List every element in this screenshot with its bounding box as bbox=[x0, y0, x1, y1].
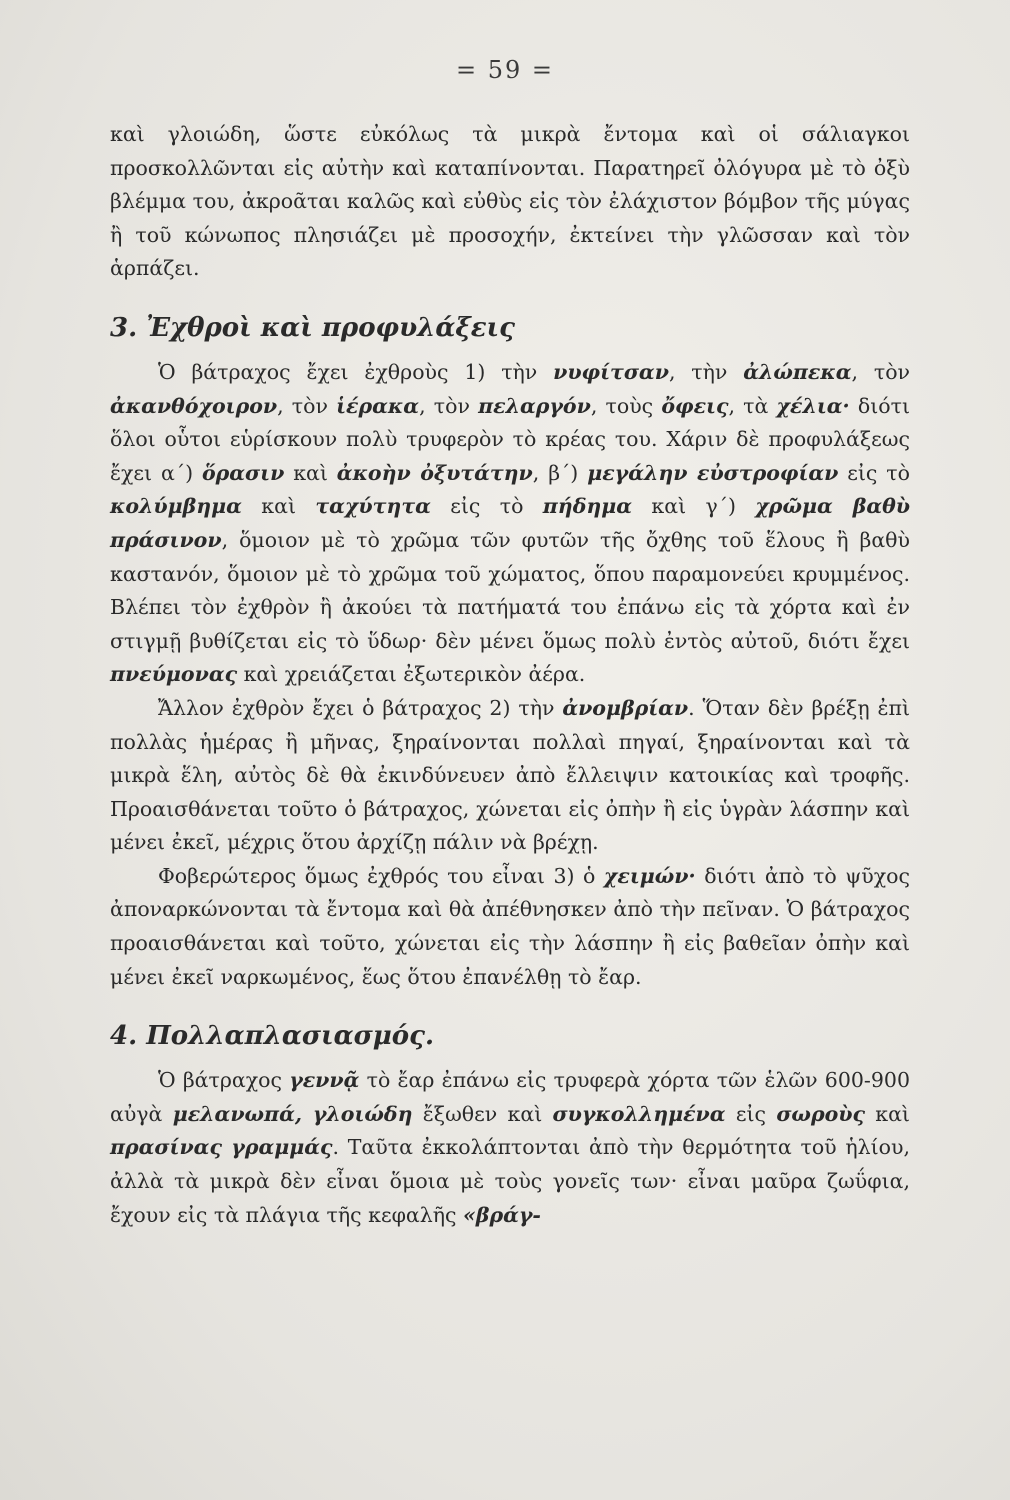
emphasis-run: σωροὺς bbox=[776, 1101, 865, 1126]
text-run: τὸ ἔαρ ἐπάνω εἰς τρυφερὰ χόρτα τῶν ἑλῶν 600-900 αὐγὰ bbox=[110, 1068, 910, 1126]
text-run: , τὰ bbox=[728, 393, 777, 418]
emphasis-run: ἀκανθόχοιρον bbox=[110, 393, 278, 418]
emphasis-run: ταχύτητα bbox=[315, 494, 431, 519]
emphasis-run: νυφίτσαν bbox=[553, 359, 669, 384]
section-3-paragraph-3 bbox=[110, 860, 910, 994]
emphasis-run: συγκολλημένα bbox=[552, 1101, 726, 1126]
emphasis-run: γεννᾷ bbox=[289, 1068, 360, 1093]
text-run: εἰς τὸ bbox=[838, 460, 910, 485]
emphasis-run: ἀνομβρίαν bbox=[562, 695, 689, 720]
text-run: , τὸν bbox=[277, 393, 337, 418]
text-run: Φοβερώτερος ὅμως ἐχθρός του εἶναι 3) ὁ bbox=[158, 863, 604, 888]
section-4-heading: 4. Πολλαπλασιασμός. bbox=[110, 1021, 435, 1052]
emphasis-run: «βράγ- bbox=[463, 1202, 541, 1227]
emphasis-run: πνεύμονας bbox=[110, 662, 238, 687]
text-run: Ὁ βάτραχος ἔχει ἐχθροὺς 1) τὴν bbox=[158, 359, 554, 384]
text-run: διότι ὅλοι οὗτοι εὑρίσκουν πολὺ τρυφερὸν τὸ κρέας του. Χάριν δὲ προφυλάξεως ἔχει α΄) bbox=[110, 393, 910, 485]
text-run: , τὴν bbox=[668, 359, 744, 384]
text-run: Ὁ βάτραχος bbox=[158, 1068, 290, 1093]
emphasis-run: χέλια· bbox=[776, 393, 850, 418]
section-3-heading: 3. Ἐχθροὶ καὶ προφυλάξεις bbox=[110, 312, 515, 343]
emphasis-run: κολύμβημα bbox=[110, 494, 242, 519]
text-run: ἔξωθεν καὶ bbox=[412, 1101, 553, 1126]
text-run: καὶ bbox=[284, 460, 337, 485]
text-run: Ἄλλον ἐχθρὸν ἔχει ὁ βάτραχος 2) τὴν bbox=[158, 695, 563, 720]
section-3-paragraph-1 bbox=[110, 356, 910, 692]
emphasis-run: ἀλώπεκα bbox=[743, 359, 852, 384]
page-number: = 59 = bbox=[455, 56, 554, 84]
emphasis-run: μελανωπά, γλοιώδη bbox=[172, 1101, 413, 1126]
text-run: καὶ γ΄) bbox=[632, 494, 756, 519]
text-run: καὶ bbox=[241, 494, 316, 519]
page-body bbox=[110, 118, 910, 1232]
text-run: . Ταῦτα ἐκκολάπτονται ἀπὸ τὴν θερμότητα τοῦ ἡλίου, ἀλλὰ τὰ μικρὰ δὲν εἶναι ὅμοια μὲ τοὺς γονεῖς των· εἶναι μαῦρα ζωΰφια, ἔχουν εἰς τὰ πλάγια τῆς κεφαλῆς bbox=[110, 1135, 910, 1227]
section-3-paragraph-2 bbox=[110, 692, 910, 860]
emphasis-run: πήδημα bbox=[542, 494, 633, 519]
intro-paragraph: καὶ γλοιώδη, ὥστε εὐκόλως τὰ μικρὰ ἔντομα καὶ οἱ σάλιαγκοι προσκολλῶνται εἰς αὐτὴν καὶ καταπίνονται. Παρατηρεῖ ὀλόγυρα μὲ τὸ ὀξὺ βλέμμα του, ἀκροᾶται καλῶς καὶ εὐθὺς εἰς τὸν ἐλάχιστον βόμβον τῆς μύγας ἢ τοῦ κώνωπος πλησιάζει μὲ προσοχήν, ἐκτείνει τὴν γλῶσσαν καὶ τὸν ἁρπάζει. bbox=[110, 122, 910, 281]
emphasis-run: ἱέρακα bbox=[336, 393, 420, 418]
text-run: διότι ἀπὸ τὸ ψῦχος ἀποναρκώνονται τὰ ἔντομα καὶ θὰ ἀπέθνησκεν ἀπὸ τὴν πεῖναν. Ὁ βάτραχος προαισθάνεται καὶ τοῦτο, χώνεται εἰς τὴν λάσπην ἢ εἰς βαθεῖαν ὀπὴν καὶ μένει ἐκεῖ ναρκωμένος, ἕως ὅτου ἐπανέλθῃ τὸ ἔαρ. bbox=[110, 863, 910, 989]
text-run: , τοὺς bbox=[590, 393, 662, 418]
emphasis-run: ὅρασιν bbox=[201, 460, 285, 485]
section-4-paragraph-1 bbox=[110, 1064, 910, 1232]
emphasis-run: πελαργόν bbox=[478, 393, 591, 418]
emphasis-run: πρασίνας γραμμάς bbox=[110, 1135, 333, 1160]
text-run: . Ὅταν δὲν βρέξῃ ἐπὶ πολλὰς ἡμέρας ἢ μῆνας, ξηραίνονται πολλαὶ πηγαί, ξηραίνονται καὶ τὰ μικρὰ ἕλη, αὐτὸς δὲ θὰ ἐκινδύνευεν ἀπὸ ἔλλειψιν κατοικίας καὶ τροφῆς. Προαισθάνεται τοῦτο ὁ βάτραχος, χώνεται εἰς ὀπὴν ἢ εἰς ὑγρὰν λάσπην καὶ μένει ἐκεῖ, μέχρις ὅτου ἀρχίζῃ πάλιν νὰ βρέχῃ. bbox=[110, 695, 910, 855]
text-run: , ὅμοιον μὲ τὸ χρῶμα τῶν φυτῶν τῆς ὄχθης τοῦ ἕλους ἢ βαθὺ καστανόν, ὅμοιον μὲ τὸ χρῶμα τοῦ χώματος, ὅπου παραμονεύει κρυμμένος. Βλέπει τὸν ἐχθρὸν ἢ ἀκούει τὰ πατήματά του ἐπάνω εἰς τὰ χόρτα καὶ ἐν στιγμῇ βυθίζεται εἰς τὸ ὕδωρ· δὲν μένει ὅμως πολὺ ἐντὸς αὐτοῦ, διότι ἔχει bbox=[110, 527, 910, 653]
text-run: καὶ bbox=[864, 1101, 910, 1126]
text-run: , τὸν bbox=[851, 359, 910, 384]
text-run: , τὸν bbox=[419, 393, 479, 418]
text-run: εἰς τὸ bbox=[430, 494, 543, 519]
emphasis-run: ἀκοὴν ὀξυτάτην bbox=[336, 460, 533, 485]
emphasis-run: μεγάλην εὐστροφίαν bbox=[587, 460, 839, 485]
text-run: εἰς bbox=[725, 1101, 777, 1126]
emphasis-run: χειμών· bbox=[603, 863, 696, 888]
emphasis-run: χρῶμα βαθὺ πράσινον bbox=[110, 494, 911, 552]
text-run: καὶ χρειάζεται ἐξωτερικὸν ἀέρα. bbox=[237, 662, 586, 687]
text-run: , β΄) bbox=[532, 460, 588, 485]
emphasis-run: ὄφεις bbox=[661, 393, 729, 418]
